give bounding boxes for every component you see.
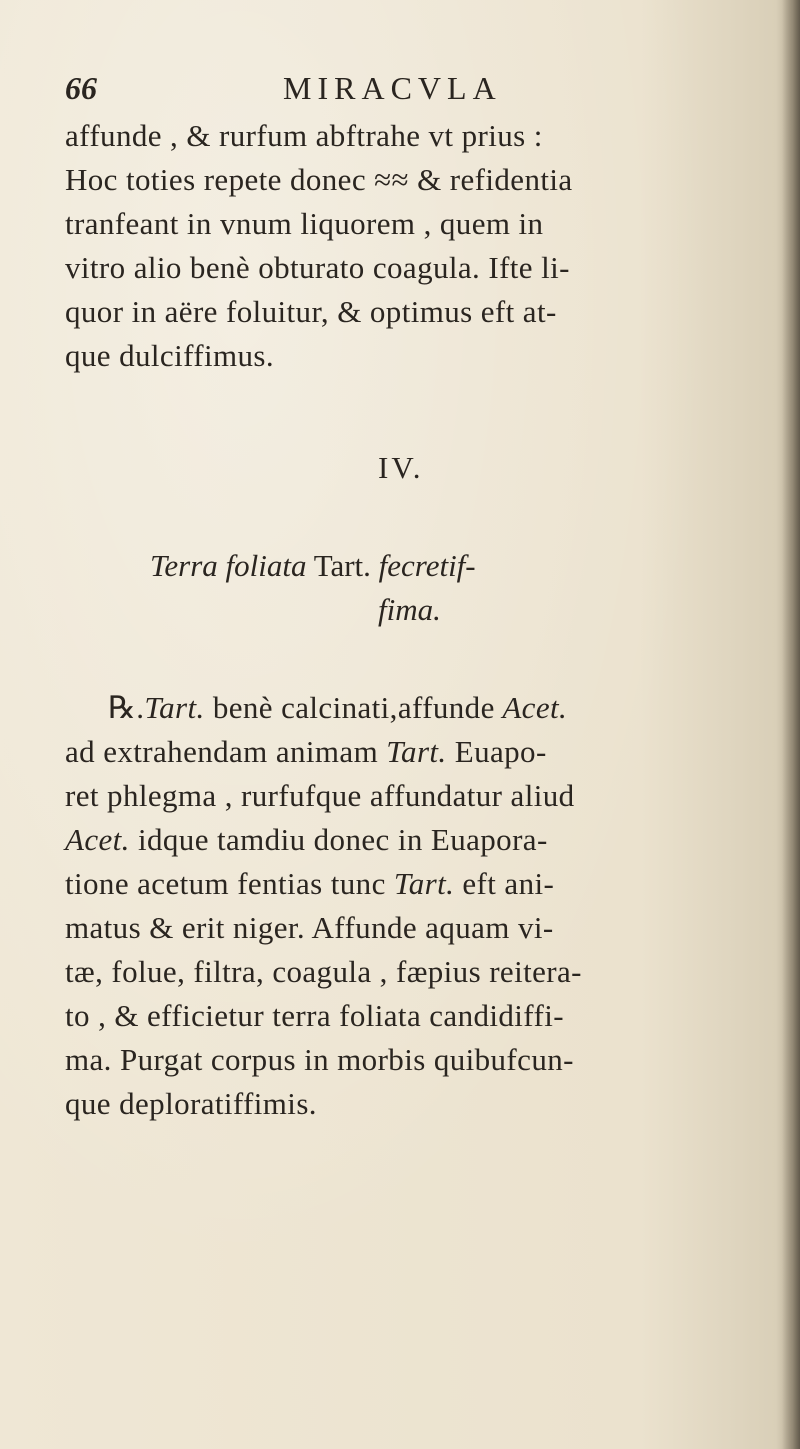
- italic-term: Acet.: [65, 822, 130, 857]
- text-line: que deploratiffimis.: [65, 1086, 317, 1121]
- text-span: benè calcinati,affunde: [204, 690, 495, 725]
- recipe-symbol: ℞.: [108, 690, 145, 725]
- section-title-italic: fecretif-: [378, 548, 476, 583]
- text-line: [65, 864, 554, 904]
- text-line: [108, 688, 567, 728]
- text-line: tæ, folue, filtra, coagula , fæpius reitera-: [65, 954, 582, 989]
- running-head: MIRACVLA: [283, 70, 502, 106]
- section-title-continued: fima.: [378, 592, 441, 627]
- page-edge-shadow: [782, 0, 800, 1449]
- text-line: [65, 732, 547, 772]
- text-span: Euapo-: [446, 734, 547, 769]
- text-line: quor in aëre foluitur, & optimus eft at-: [65, 294, 557, 329]
- text-line: Hoc toties repete donec ≈≈ & refidentia: [65, 162, 573, 197]
- text-line: [65, 820, 548, 860]
- text-line: ma. Purgat corpus in morbis quibufcun-: [65, 1042, 574, 1077]
- text-line: vitro alio benè obturato coagula. Ifte li-: [65, 250, 570, 285]
- section-number: IV.: [378, 450, 424, 485]
- italic-term: Acet.: [494, 690, 568, 725]
- text-span: ad extrahendam animam: [65, 734, 387, 769]
- section-title-italic: Terra foliata: [150, 548, 307, 583]
- italic-term: Tart.: [386, 734, 447, 769]
- italic-term: Tart.: [144, 690, 205, 725]
- text-span: tione acetum fentias tunc: [65, 866, 394, 901]
- text-span: eft ani-: [454, 866, 555, 901]
- italic-term: Tart.: [393, 866, 455, 901]
- section-title-roman: Tart.: [313, 548, 371, 583]
- text-line: ret phlegma , rurfufque affundatur aliud: [65, 778, 575, 813]
- text-span: idque tamdiu donec in Euapora-: [129, 822, 548, 857]
- page-number: 66: [65, 70, 97, 106]
- page-header: [0, 70, 800, 110]
- text-line: to , & efficietur terra foliata candidiffi-: [65, 998, 564, 1033]
- text-line: affunde , & rurfum abftrahe vt prius :: [65, 118, 543, 153]
- section-title: [150, 546, 476, 586]
- text-line: tranfeant in vnum liquorem , quem in: [65, 206, 544, 241]
- text-line: matus & erit niger. Affunde aquam vi-: [65, 910, 554, 945]
- text-line: que dulciffimus.: [65, 338, 275, 373]
